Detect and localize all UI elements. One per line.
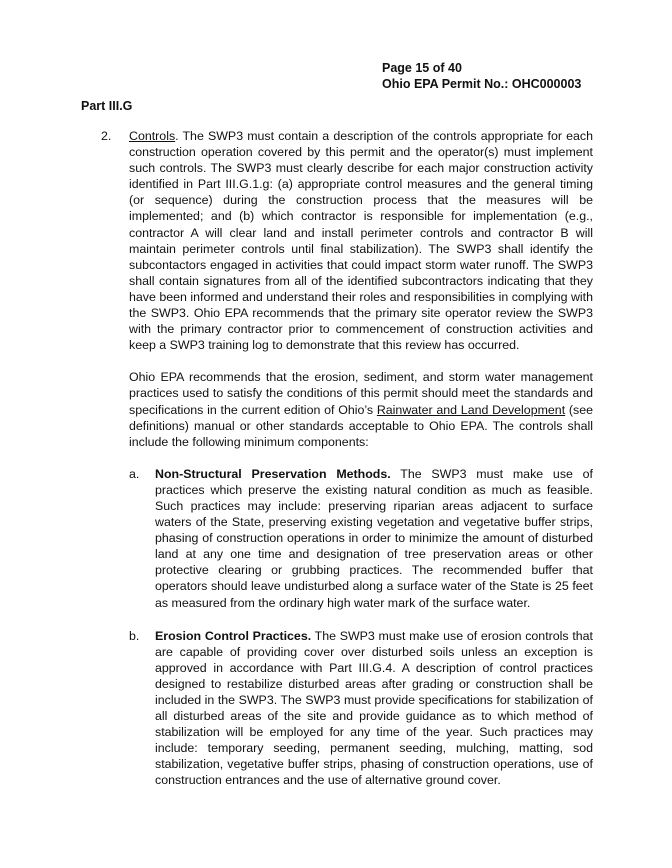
subitem-text — [155, 466, 593, 611]
subitem-text — [155, 628, 593, 789]
subitem-non-structural — [129, 466, 593, 611]
subitem-body: The SWP3 must make use of practices which preserve the existing natural condition as much as feasible. Such practices may include: preserving riparian areas adjacent to surface waters of the State, preserving existing vegetation and vegetative buffer strips, phasing of construction operations in order to minimize the amount of disturbed land at any one time and designation of tree preservation areas or other protective clearing or grubbing practices. The recommended buffer that operators should leave undisturbed along a surface water of the State is 25 feet as measured from the ordinary high water mark of the surface water. — [155, 466, 593, 610]
item-number: 2. — [101, 129, 112, 143]
subitem-title: Erosion Control Practices. — [155, 628, 312, 643]
list-item-controls — [81, 128, 593, 806]
recommendation-paragraph — [129, 369, 593, 449]
controls-intro-text: . The SWP3 must contain a description of the controls appropriate for each construction operation covered by this permit and the operator(s) must implement such controls. The SWP3 must clearly describe for each major construction activity identified in Part III.G.1.g: (a) appropriate control measures and the general timing (or sequence) during the construction process that the measures will be implemented; and (b) which contractor is responsible for implementation (e.g., contractor A will clear land and install perimeter controls and contractor B will maintain perimeter controls until final stabilization). The SWP3 shall identify the subcontactors engaged in activities that could impact storm water runoff. The SWP3 shall contain signatures from all of the identified subcontractors indicating that they have been informed and understand their roles and responsibilities in complying with the SWP3. Ohio EPA recommends that the primary site operator review the SWP3 with the primary contractor prior to commencement of construction activities and keep a SWP3 training log to demonstrate that this review has occurred. — [129, 129, 593, 353]
subitem-title: Non-Structural Preservation Methods. — [155, 466, 391, 481]
item-title: Controls — [129, 129, 176, 143]
manual-title: Rainwater and Land Development — [376, 402, 566, 417]
permit-number: Ohio EPA Permit No.: OHC000003 — [382, 77, 582, 91]
part-heading: Part III.G — [81, 99, 133, 113]
subitem-erosion-control — [129, 628, 593, 789]
subitem-body: The SWP3 must make use of erosion controls that are capable of providing cover over disturbed soils unless an exception is approved in accordance with Part III.G.4. A description of control practices designed to restabilize disturbed areas after grading or construction shall be included in the SWP3. The SWP3 must provide specifications for stabilization of all disturbed areas of the site and provide guidance as to which method of stabilization will be employed for any time of the year. Such practices may include: temporary seeding, permanent seeding, mulching, matting, sod stabilization, vegetative buffer strips, phasing of construction operations, use of construction entrances and the use of alternative ground cover. — [155, 628, 593, 788]
subitem-letter: a. — [129, 466, 140, 481]
page-number: Page 15 of 40 — [382, 61, 462, 75]
recommendation-text-before: Ohio EPA recommends that the erosion, sediment, and storm water management practices used to satisfy the conditions of this permit should meet the standards and specifications in the current edition of Ohio’s — [129, 370, 593, 417]
controls-paragraph — [129, 128, 593, 353]
subitem-letter: b. — [129, 628, 140, 643]
page-header — [382, 60, 581, 92]
item-content — [129, 128, 593, 806]
recommendation-text-after: (see definitions) manual or other standards acceptable to Ohio EPA. The controls shall include the following minimum components: — [129, 402, 593, 449]
document-body — [81, 128, 593, 806]
